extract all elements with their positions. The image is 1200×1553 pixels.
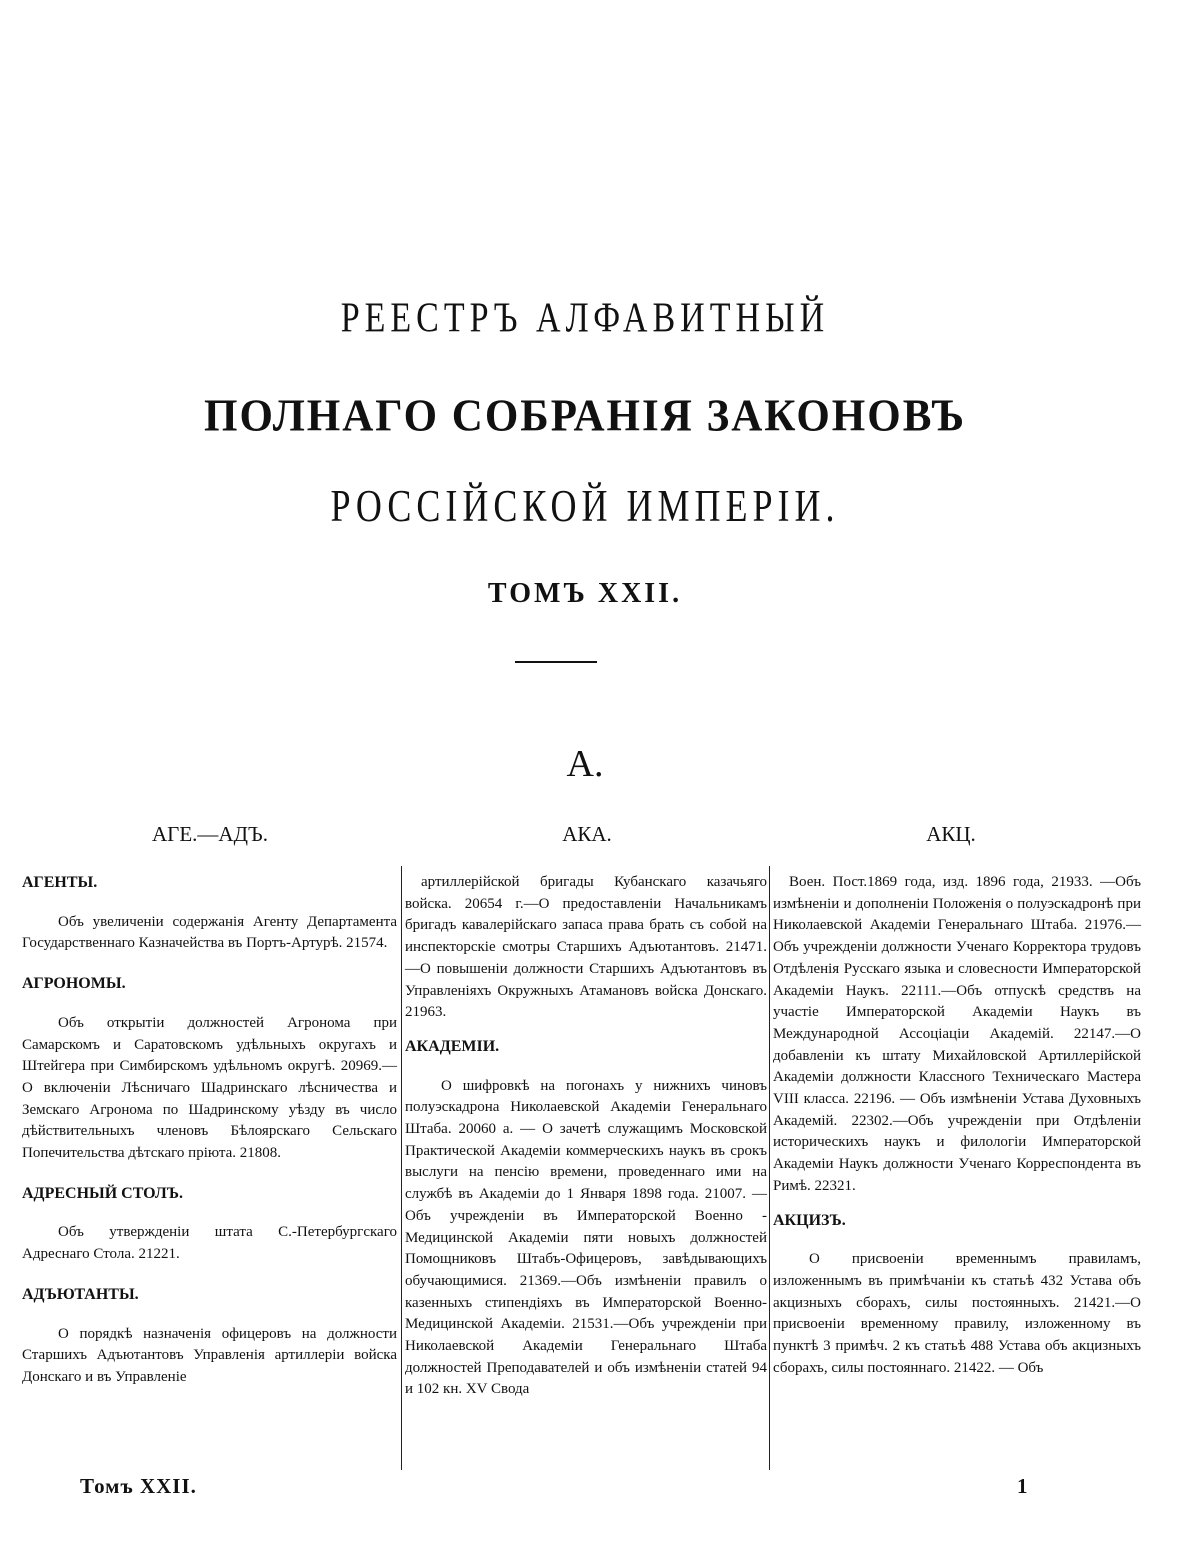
entry-text: О присвоеніи временнымъ правиламъ, изложеннымъ въ примѣчаніи къ статьѣ 432 Устава объ акцизныхъ сборахъ, силы постоянныхъ. 21421.—О присвоеніи временному правилу, изложенному въ пунктѣ 3 примѣч. 2 къ статьѣ 488 Устава объ акцизныхъ сборахъ, силы постояннаго. 21422. — Объ	[773, 1251, 1141, 1376]
volume-footer: Томъ XXII.	[80, 1474, 197, 1498]
entry-heading: АКЦИЗЪ.	[773, 1211, 846, 1229]
column-divider	[769, 866, 770, 1470]
entry-heading: АДРЕСНЫЙ СТОЛЪ.	[22, 1184, 183, 1202]
entry-text: О порядкѣ назначенія офицеровъ на должности Старшихъ Адъютантовъ Управленія артиллеріи войска Донскаго и въ Управленіе	[22, 1325, 397, 1385]
entry-heading: АГРОНОМЫ.	[22, 975, 126, 993]
entry-text: артиллерійской бригады Кубанскаго казачьяго войска. 20654 г.—О предоставленіи Начальникамъ бригадъ кавалерійскаго запаса права брать съ собой на инспекторскіе смотры Старшихъ Адъютантовъ. 21471.—О повышеніи должности Старшихъ Адъютантовъ въ Управленіяхъ Окружныхъ Атамановъ войска Донскаго. 21963.	[405, 874, 767, 1021]
entry-text: Объ открытіи должностей Агронома при Самарскомъ и Саратовскомъ удѣльныхъ округахъ и Штейгера при Симбирскомъ удѣльномъ округѣ. 20969.—О включеніи Лѣсничаго Шадринскаго лѣсничества и Земскаго Агронома по Шадринскому уѣзду въ число дѣйствительныхъ членовъ Бѣлоярскаго Сельскаго Попечительства дѣтскаго пріюта. 21808.	[22, 1014, 397, 1162]
entry-heading: АКАДЕМІИ.	[405, 1037, 500, 1055]
section-letter: А.	[566, 743, 604, 785]
page-number: 1	[1017, 1474, 1028, 1498]
entry-heading: АГЕНТЫ.	[22, 874, 98, 891]
text-column-1	[22, 872, 397, 1389]
entry-text: Объ увеличеніи содержанія Агенту Департамента Государственнаго Казначейства въ Портъ-Артурѣ. 21574.	[22, 913, 397, 952]
title-divider	[515, 661, 597, 663]
entry-text: Воен. Пост.1869 года, изд. 1896 года, 21933. —Объ измѣненіи и дополненіи Положенія о полуэскадронѣ при Николаевской Академіи Генеральнаго Штаба. 21976.—Объ учрежденіи должности Ученаго Корректора трудовъ Отдѣленія Русскаго языка и словесности Императорской Академіи Наукъ. 22111.—Объ отпускѣ средствъ на участіе Императорской Академіи Наукъ въ Международной Ассоціаціи Академій. 22147.—О добавленіи къ штату Михайловской Артиллерійской Академіи должности Классного Техническаго Мастера VIII класса. 22196. — Объ измѣненіи Устава Духовныхъ Академій. 22302.—Объ учрежденіи при Отдѣленіи историческихъ наукъ и филологіи Императорской Академіи Наукъ должности Ученаго Корреспондента въ Римѣ. 22321.	[773, 874, 1141, 1194]
text-column-3	[773, 872, 1141, 1379]
empire-title: РОССІЙСКОЙ ИМПЕРІИ.	[330, 481, 840, 531]
collection-title: ПОЛНАГО СОБРАНІЯ ЗАКОНОВЪ	[204, 391, 966, 442]
entry-text: О шифровкѣ на погонахъ у нижнихъ чиновъ полуэскадрона Николаевской Академіи Генеральнаго Штаба. 20060 а. — О зачетѣ служащимъ Московской Практической Академіи коммерческихъ наукъ въ срокъ выслуги на пенсію времени, проведеннаго ими на службѣ въ Академіи до 1 Января 1898 года. 21007. — Объ учрежденіи въ Императорской Военно - Медицинской Академіи пяти новыхъ должностей Помощниковъ Штабъ-Офицеровъ, завѣдывающихъ обучающимися. 21369.—Объ измѣненіи правилъ о казенныхъ стипендіяхъ въ Императорской Военно-Медицинской Академіи. 21531.—Объ учрежденіи при Николаевской Академіи Генеральнаго Штаба должностей Преподавателей и объ измѣненіи статей 94 и 102 кн. XV Свода	[405, 1077, 767, 1398]
entry-heading: АДЪЮТАНТЫ.	[22, 1285, 139, 1303]
text-column-2	[405, 872, 767, 1401]
register-title: РЕЕСТРЪ АЛФАВИТНЫЙ	[340, 295, 830, 342]
entry-text: Объ утвержденіи штата С.-Петербургскаго Адреснаго Стола. 21221.	[22, 1224, 397, 1263]
column-divider	[401, 866, 402, 1470]
column-heading-3: АКЦ.	[926, 822, 976, 846]
column-heading-1: АГЕ.—АДЪ.	[152, 822, 268, 846]
column-heading-2: АКА.	[562, 822, 612, 846]
volume-title: ТОМЪ XXII.	[487, 578, 683, 609]
